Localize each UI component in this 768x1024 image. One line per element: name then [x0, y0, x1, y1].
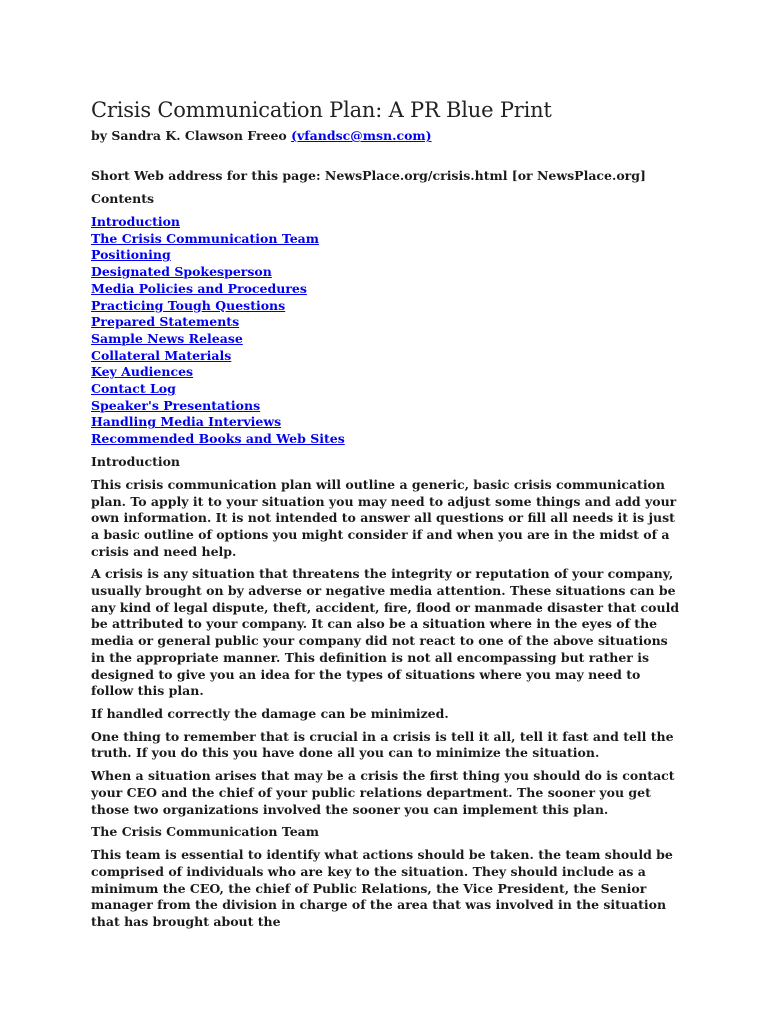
intro-paragraph: This crisis communication plan will outline a generic, basic crisis communication plan. To apply it to your situation you may need to adjust some things and add your own information. It is not intended to answer all questions or fill all needs it is just a basic outline of options you might consider if and when you are in the midst of a crisis and need help. [91, 476, 677, 559]
contents-heading: Contents [91, 191, 155, 206]
toc-link-speakers-presentations[interactable]: Speaker's Presentations [91, 397, 261, 413]
toc-item [91, 364, 681, 381]
toc-link-media-interviews[interactable]: Handling Media Interviews [91, 414, 282, 430]
toc-link-media-policies[interactable]: Media Policies and Procedures [91, 280, 307, 296]
toc-item [91, 298, 681, 315]
toc-item [91, 331, 681, 348]
intro-paragraph: When a situation arises that may be a crisis the first thing you should do is contact your CEO and the chief of your public relations department. The sooner you get those two organizations involved the sooner you can implement this plan. [91, 768, 675, 817]
crisis-team-paragraph: This team is essential to identify what actions should be taken. the team should be comprised of individuals who are key to the situation. They should include as a minimum the CEO, the chief of Public Relations, the Vice President, the Senior manager from the division in charge of the area that was involved in the situation that has brought about the [91, 847, 673, 930]
toc-link-tough-questions[interactable]: Practicing Tough Questions [91, 297, 286, 313]
intro-paragraph: If handled correctly the damage can be minimized. [91, 705, 449, 721]
toc-link-prepared-statements[interactable]: Prepared Statements [91, 314, 240, 330]
toc-link-introduction[interactable]: Introduction [91, 214, 181, 229]
toc-link-collateral-materials[interactable]: Collateral Materials [91, 347, 232, 363]
table-of-contents [91, 214, 681, 448]
toc-link-contact-log[interactable]: Contact Log [91, 381, 176, 397]
toc-item [91, 398, 681, 415]
toc-item [91, 247, 681, 264]
crisis-team-heading: The Crisis Communication Team [91, 824, 319, 840]
introduction-heading: Introduction [91, 453, 181, 469]
toc-item [91, 431, 681, 448]
intro-paragraph: A crisis is any situation that threatens the integrity or reputation of your company, usually brought on by adverse or negative media attention. These situations can be any kind of legal dispute, theft, accident, fire, flood or manmade disaster that could be attributed to your company. It can also be a situation where in the eyes of the media or general public your company did not react to one of the above situations in the appropriate manner. This definition is not all encompassing but rather is designed to give you an idea for the types of situations where you may need to follow this plan. [91, 566, 680, 699]
toc-link-crisis-team[interactable]: The Crisis Communication Team [91, 230, 319, 246]
intro-paragraph: One thing to remember that is crucial in a crisis is tell it all, tell it fast and tell the truth. If you do this you have done all you can to minimize the situation. [91, 728, 674, 761]
toc-item [91, 381, 681, 398]
toc-link-spokesperson[interactable]: Designated Spokesperson [91, 264, 272, 280]
toc-item [91, 314, 681, 331]
toc-item [91, 414, 681, 431]
author-email-link[interactable]: (vfandsc@msn.com) [291, 128, 432, 143]
toc-item [91, 214, 681, 231]
toc-link-key-audiences[interactable]: Key Audiences [91, 364, 194, 380]
toc-item [91, 231, 681, 248]
toc-item [91, 348, 681, 365]
toc-item [91, 281, 681, 298]
short-web-address: Short Web address for this page: NewsPlace.org/crisis.html [or NewsPlace.org] [91, 168, 646, 183]
byline-author: by Sandra K. Clawson Freeo [91, 128, 292, 143]
toc-link-sample-news-release[interactable]: Sample News Release [91, 330, 243, 346]
toc-item [91, 264, 681, 281]
document-page [91, 96, 681, 931]
document-title: Crisis Communication Plan: A PR Blue Print [91, 98, 552, 122]
byline [91, 127, 681, 145]
toc-link-positioning[interactable]: Positioning [91, 247, 171, 263]
toc-link-recommended-books[interactable]: Recommended Books and Web Sites [91, 431, 345, 447]
